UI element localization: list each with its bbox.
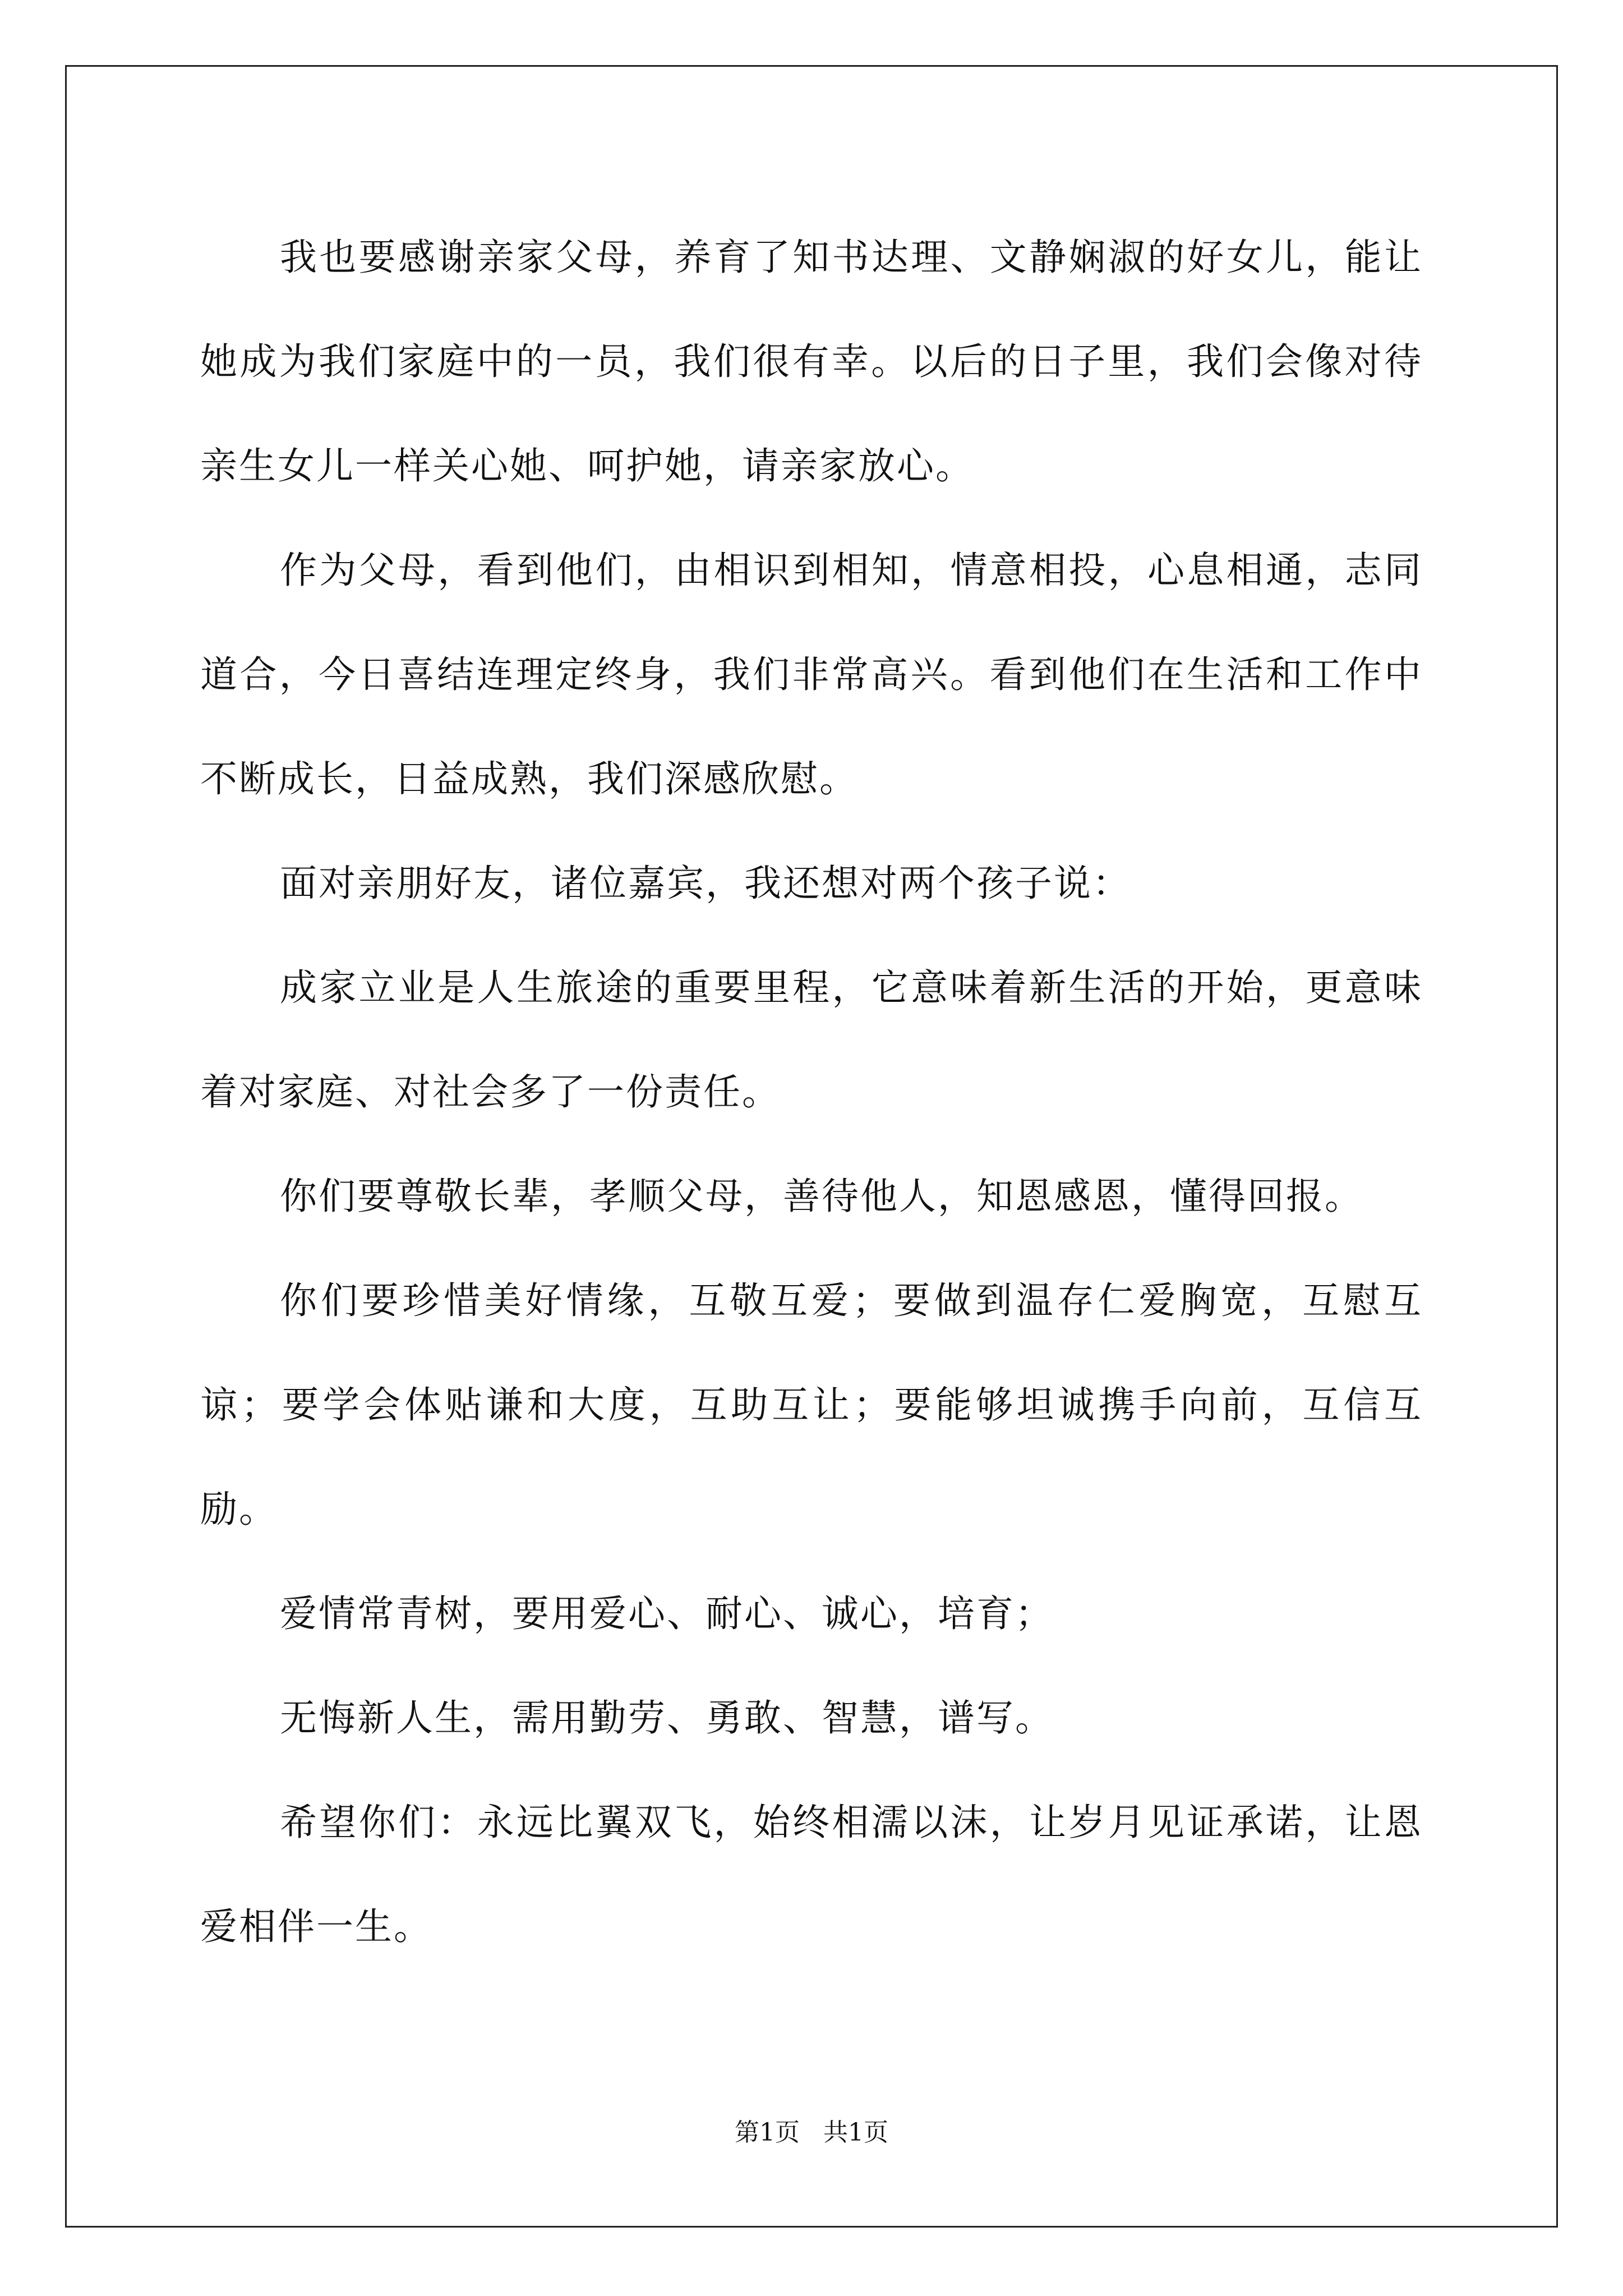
paragraph: 作为父母，看到他们，由相识到相知，情意相投，心息相通，志同道合，今日喜结连理定终身，我们非常高兴。看到他们在生活和工作中不断成长，日益成熟，我们深感欣慰。 — [200, 549, 1423, 800]
paragraph: 希望你们：永远比翼双飞，始终相濡以沫，让岁月见证承诺，让恩爱相伴一生。 — [200, 1801, 1423, 1948]
paragraph: 你们要珍惜美好情缘，互敬互爱；要做到温存仁爱胸宽，互慰互谅；要学会体贴谦和大度，互助互让；要能够坦诚携手向前，互信互励。 — [200, 1279, 1423, 1531]
page-footer — [0, 2116, 1623, 2150]
page-total: 共1页 — [823, 2118, 888, 2147]
paragraph: 成家立业是人生旅途的重要里程，它意味着新生活的开始，更意味着对家庭、对社会多了一份责任。 — [200, 966, 1423, 1114]
paragraph: 面对亲朋好友，诸位嘉宾，我还想对两个孩子说： — [280, 862, 1131, 905]
paragraph: 你们要尊敬长辈，孝顺父母，善待他人，知恩感恩，懂得回报。 — [280, 1175, 1363, 1218]
paragraph: 爱情常青树，要用爱心、耐心、诚心，培育； — [280, 1592, 1054, 1635]
paragraph: 无悔新人生，需用勤劳、勇敢、智慧，谱写。 — [280, 1696, 1054, 1740]
page-number: 第1页 — [735, 2118, 800, 2147]
paragraph: 我也要感谢亲家父母，养育了知书达理、文静娴淑的好女儿，能让她成为我们家庭中的一员，我们很有幸。以后的日子里，我们会像对待亲生女儿一样关心她、呵护她，请亲家放心。 — [200, 236, 1423, 487]
document-body — [200, 205, 1423, 1979]
